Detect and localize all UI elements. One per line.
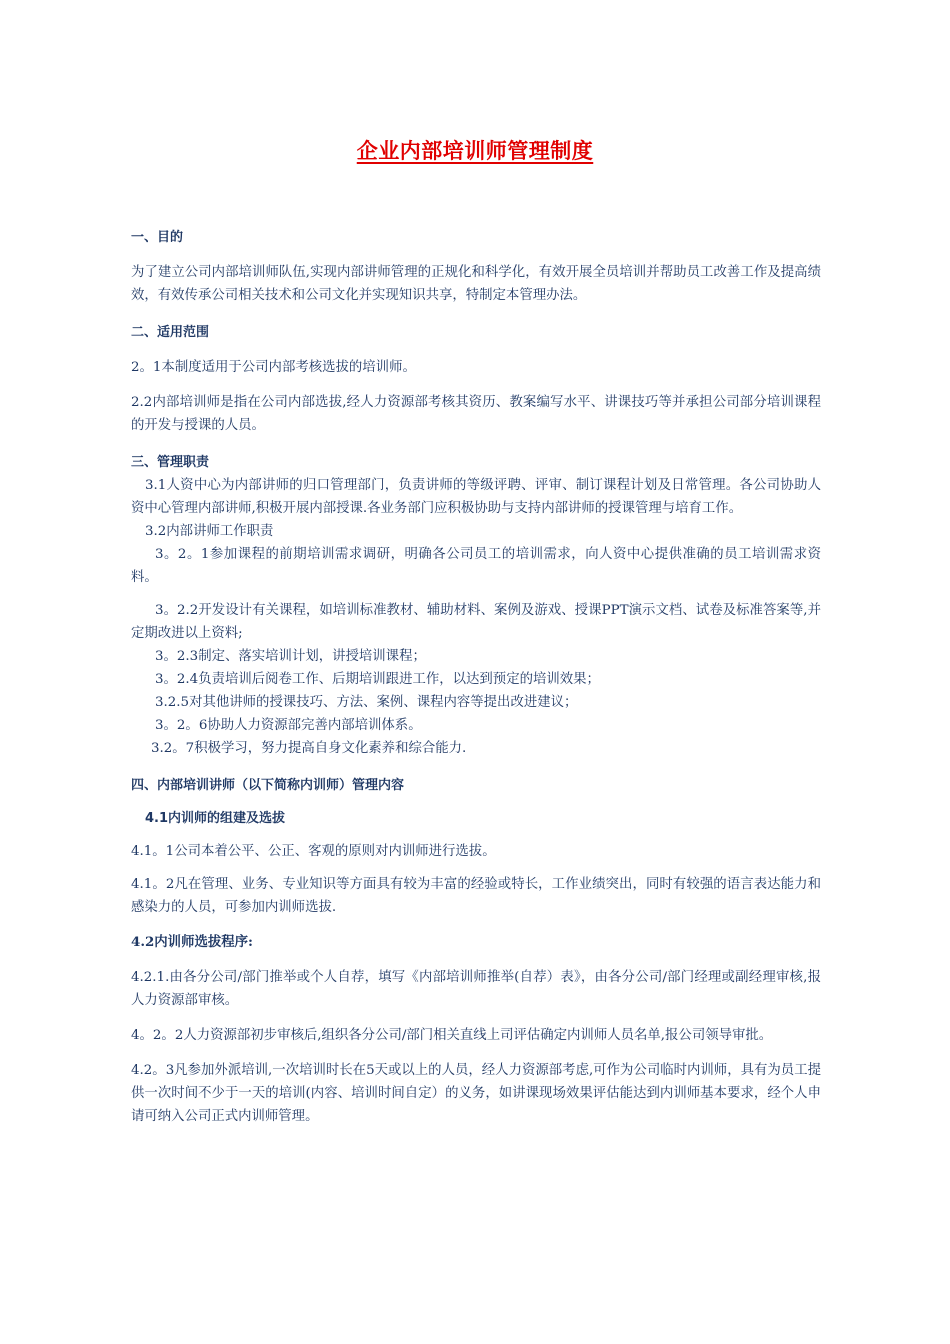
section-heading-purpose: 一、目的 (131, 230, 184, 245)
list-item: 3。2.4负责培训后阅卷工作、后期培训跟进工作，以达到预定的培训效果； (155, 672, 600, 687)
list-item: 3。2。6协助人力资源部完善内部培训体系。 (155, 718, 422, 733)
page-title: 企业内部培训师管理制度 (356, 139, 594, 163)
section-heading-responsibilities: 三、管理职责 (131, 455, 210, 470)
paragraph: 2。1本制度适用于公司内部考核选拔的培训师。 (131, 360, 416, 375)
paragraph: 3.1人资中心为内部讲师的归口管理部门，负责讲师的等级评聘、评审、制订课程计划及日常管理。各公司协助人资中心管理内部讲师,积极开展内部授课.各业务部门应积极协助与支持内部讲师的授课管理与培育工作。 (131, 478, 821, 516)
paragraph: 4.2.1.由各分公司/部门推举或个人自荐，填写《内部培训师推举(自荐）表》，由各分公司/部门经理或副经理审核,报人力资源部审核。 (131, 970, 821, 1008)
paragraph: 4.1。1公司本着公平、公正、客观的原则对内训师进行选拔。 (131, 844, 496, 859)
paragraph: 为了建立公司内部培训师队伍,实现内部讲师管理的正规化和科学化，有效开展全员培训并帮助员工改善工作及提高绩效，有效传承公司相关技术和公司文化并实现知识共享，特制定本管理办法。 (131, 265, 821, 303)
list-item: 3。2.2开发设计有关课程，如培训标准教材、辅助材料、案例及游戏、授课PPT演示文档、试卷及标准答案等,并定期改进以上资料; (131, 603, 821, 641)
paragraph: 4。2。2人力资源部初步审核后,组织各分公司/部门相关直线上司评估确定内训师人员名单,报公司领导审批。 (131, 1028, 773, 1043)
list-item: 3。2。1参加课程的前期培训需求调研，明确各公司员工的培训需求，向人资中心提供准确的员工培训需求资料。 (131, 547, 821, 585)
list-item: 3.2.5对其他讲师的授课技巧、方法、案例、课程内容等提出改进建议； (155, 695, 578, 710)
paragraph: 3.2内部讲师工作职责 (145, 524, 274, 539)
list-item: 3.2。7积极学习，努力提高自身文化素养和综合能力. (151, 741, 467, 756)
list-item: 3。2.3制定、落实培训计划，讲授培训课程； (155, 649, 426, 664)
paragraph: 4.2。3凡参加外派培训,一次培训时长在5天或以上的人员，经人力资源部考虑,可作为公司临时内训师，具有为员工提供一次时间不少于一天的培训(内容、培训时间自定）的义务，如讲课现场效果评估能达到内训师基本要求，经个人申请可纳入公司正式内训师管理。 (131, 1063, 821, 1124)
paragraph: 4.1。2凡在管理、业务、专业知识等方面具有较为丰富的经验或特长，工作业绩突出，同时有较强的语言表达能力和感染力的人员，可参加内训师选拔. (131, 877, 821, 915)
document-body (131, 226, 821, 1128)
subsection-heading: 4.2内训师选拔程序: (131, 934, 253, 950)
paragraph: 2.2内部培训师是指在公司内部选拔,经人力资源部考核其资历、教案编写水平、讲课技巧等并承担公司部分培训课程的开发与授课的人员。 (131, 395, 821, 433)
section-heading-scope: 二、适用范围 (131, 325, 210, 340)
subsection-heading: 4.1内训师的组建及选拔 (145, 811, 286, 826)
section-heading-management: 四、内部培训讲师（以下简称内训师）管理内容 (131, 778, 405, 793)
